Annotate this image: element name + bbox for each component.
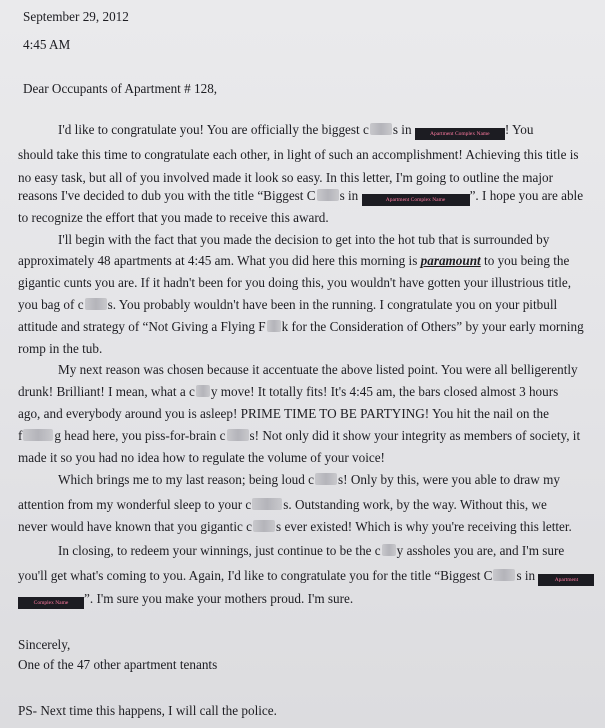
p5-line-1: In closing, to redeem your winnings, just continue to be the c y assholes you are, and I'm sure (58, 543, 565, 558)
censor-blur (317, 189, 339, 201)
censor-blur (370, 123, 392, 135)
p3-line-1: My next reason was chosen because it accentuate the above listed point. You were all belligerently (58, 362, 578, 377)
censor-blur (382, 544, 396, 556)
p4-line-2: attention from my wonderful sleep to your c s. Outstanding work, by the way. Without this, we (18, 497, 547, 512)
redaction-bar: Complex Name (18, 597, 84, 609)
p3-line-3: ago, and everybody around you is asleep! PRIME TIME TO BE PARTYING! You hit the nail on the (18, 406, 549, 421)
p1-line-2: should take this time to congratulate each other, in light of such an accomplishment! Achieving this title is (18, 147, 579, 162)
p4-line-1: Which brings me to my last reason; being loud c s! Only by this, were you able to draw my (58, 472, 560, 487)
censor-blur (253, 520, 275, 532)
p5-line-2: you'll get what's coming to you. Again, I'd like to congratulate you for the title “Biggest C s in Apartment (18, 568, 594, 586)
p2-line-3: gigantic cunts you are. If it hadn't been for you doing this, you wouldn't have gotten your illustrious title, (18, 275, 572, 290)
p1-line-3: no easy task, but all of you involved made it look so easy. In this letter, I'm going to outline the major (18, 170, 553, 185)
p3-line-5: made it so you had no idea how to regulate the volume of your voice! (18, 450, 385, 465)
p3-line-4: f g head here, you piss-for-brain c s! Not only did it show your integrity as members of society, it (18, 428, 581, 443)
censor-blur (315, 473, 337, 485)
censor-blur (252, 498, 282, 510)
p2-line-5: attitude and strategy of “Not Giving a Flying F k for the Consideration of Others” by your early morning (18, 319, 584, 334)
censor-blur (493, 569, 515, 581)
p1-line-4: reasons I've decided to dub you with the title “Biggest C s in Apartment Complex Name ”. I hope you are able (18, 188, 583, 206)
redaction-bar: Apartment (538, 574, 594, 586)
p2-line-1: I'll begin with the fact that you made the decision to get into the hot tub that is surrounded by (58, 232, 550, 247)
censor-blur (267, 320, 281, 332)
p1-line-5: to recognize the effort that you made to receive this award. (18, 210, 329, 225)
letter-date: September 29, 2012 (23, 9, 129, 24)
p3-line-2: drunk! Brilliant! I mean, what a c y move! It totally fits! It's 4:45 am, the bars closed almost 3 hours (18, 384, 559, 399)
p5-line-3: Complex Name ”. I'm sure you make your mothers proud. I'm sure. (18, 591, 353, 609)
signature: One of the 47 other apartment tenants (18, 657, 218, 672)
censor-blur (23, 429, 53, 441)
p1-line-1: I'd like to congratulate you! You are officially the biggest c s in Apartment Complex Name ! You (58, 122, 533, 140)
redaction-bar: Apartment Complex Name (415, 128, 505, 140)
p2-line-6: romp in the tub. (18, 341, 103, 356)
salutation: Dear Occupants of Apartment # 128, (23, 81, 218, 96)
censor-blur (196, 385, 210, 397)
p2-line-4: you bag of c s. You probably wouldn't have been in the running. I congratulate you on your pitbull (18, 297, 558, 312)
p4-line-3: never would have known that you gigantic c s ever existed! Which is why you're receiving this letter. (18, 519, 572, 534)
letter-time: 4:45 AM (23, 37, 71, 52)
censor-blur (227, 429, 249, 441)
postscript: PS- Next time this happens, I will call the police. (18, 703, 277, 718)
p2-line-2: approximately 48 apartments at 4:45 am. What you did here this morning is paramount to you being the (18, 253, 570, 268)
redaction-bar: Apartment Complex Name (362, 194, 470, 206)
closing: Sincerely, (18, 637, 71, 652)
censor-blur (85, 298, 107, 310)
